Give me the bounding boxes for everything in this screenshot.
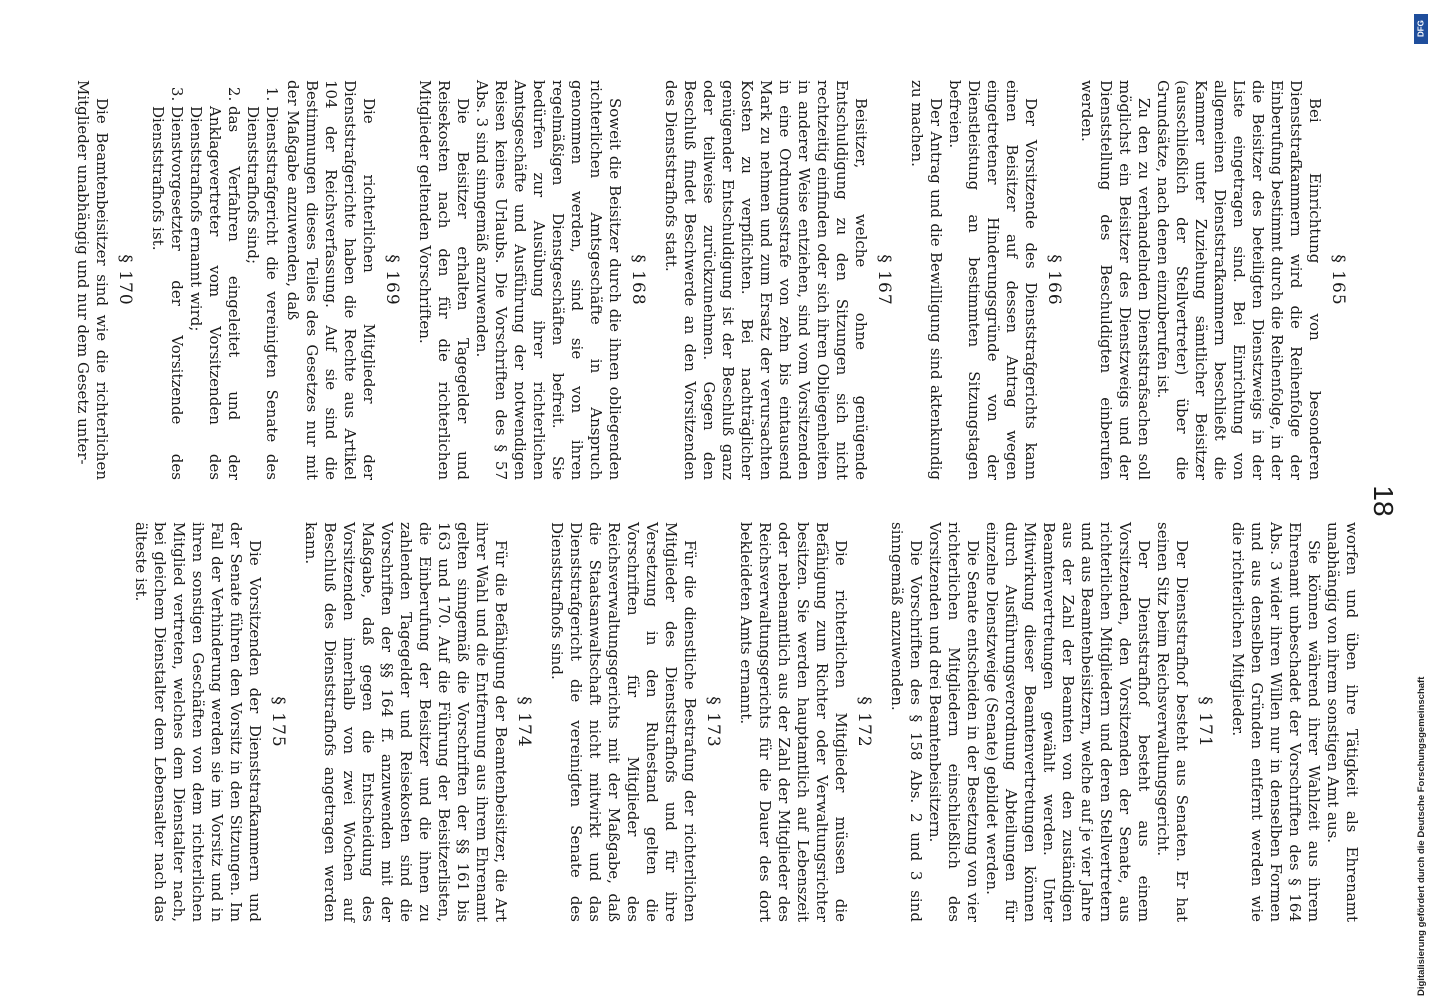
section-170-continuation: worfen und üben ihre Tätigkeit als Ehrenamt unabhängig von ihrem sonstigen Amt aus. [1324,522,1361,922]
section-169-item-1: 1. Dienststrafgericht die vereinigten Senate des Dienststrafhofs sind; [243,106,281,480]
section-169-item-3: 3. Dienstvorgesetzter der Vorsitzende des Dienststrafhofs ist. [148,106,186,480]
section-166-heading: § 166 [1044,254,1064,306]
section-167-heading: § 167 [874,254,894,306]
section-168-paragraph-2: Die Beisitzer erhalten Tagegelder und Reisekosten nach den für die richterlichen Mitglieder geltenden Vorschriften. [416,80,472,480]
section-165-heading: § 165 [1328,254,1348,306]
section-166-paragraph-1: Der Vorsitzende des Dienststrafgerichts kann einen Beisitzer auf dessen Antrag wegen eingetretener Hinderungsgründe von der Dienstleistung an bestimmten Sitzungstagen befreien. [946,80,1040,480]
section-170-paragraph-2: Sie können während ihrer Wahlzeit aus ihrem Ehrenamt unbeschadet der Vorschriften des § 164 Abs. 3 wider ihren Willen nur in denselben Formen und aus denselben Gründen entfernt werden wie die richterlichen Mitglieder. [1229,522,1323,922]
section-171-paragraph-2: Der Dienststrafhof besteht aus einem Vorsitzenden, den Vorsitzenden der Senate, aus richterlichen Mitgliedern und deren Stellvertretern und aus Beamtenbeisitzern, welche auf je vier Jahre aus der Zahl der Beamten von den zuständigen Beamtenvertretungen gewählt werden. Unter Mitwirkung dieser Beamtenvertretungen können durch Ausführungsverordnung Abteilungen für einzelne Dienstzweige (Senate) gebildet werden. [983,522,1153,922]
page-number: 18 [1368,485,1399,517]
credit-text: Digitalisierung gefördert durch die Deutsche Forschungsgemeinschaft [1416,676,1427,996]
dfg-logo: DFG [1414,14,1428,44]
rotated-page-content [27,0,1407,1000]
section-168-heading: § 168 [628,254,648,306]
right-column [73,522,1361,922]
section-175-heading: § 175 [268,696,288,748]
left-column [73,80,1361,480]
section-175-paragraph-1: Die Vorsitzenden der Dienststrafkammern und der Senate führen den Vorsitz in den Sitzungen. Im Fall der Verhinderung werden sie im Vorsitz und in ihren sonstigen Geschäften von dem richterlichen Mitglied vertreten, welches dem Dienstalter nach, bei gleichem Dienstalter dem Lebensalter nach das älteste ist. [132,522,264,922]
section-168-paragraph-1: Soweit die Beisitzer durch die ihnen obliegenden richterlichen Amtsgeschäfte in Anspruch genommen werden, sind sie von ihren regelmäßigen Dienstgeschäften befreit. Sie bedürfen zur Ausübung ihrer richterlichen Amtsgeschäfte und Ausführung der notwendigen Reisen keines Urlaubs. Die Vorschriften des § 57 Abs. 3 sind sinngemäß anzuwenden. [473,80,624,480]
section-167-paragraph-1: Beisitzer, welche ohne genügende Entschuldigung zu den Sitzungen sich nicht rechtzeitig einfinden oder sich ihren Obliegenheiten in anderer Weise entziehen, sind vom Vorsitzenden in eine Ordnungsstrafe von zehn bis eintausend Mark zu nehmen und zum Ersatz der verursachten Kosten zu verpflichten. Bei nachträglicher genügender Entschuldigung ist der Beschluß ganz oder teilweise zurückzunehmen. Gegen den Beschluß findet Beschwerde an den Vorsitzenden des Dienststrafhofs statt. [662,80,870,480]
section-165-paragraph-1: Bei Einrichtung von besonderen Dienststrafkammern wird die Reihenfolge der Einberufung bestimmt durch die Reihenfolge, in der die Beisitzer des beteiligten Dienstzweigs in der Liste eingetragen sind. Bei Einrichtung von allgemeinen Dienststrafkammern beschließt die Kammer unter Zuziehung sämtlicher Beisitzer (ausschließlich der Stellvertreter) über die Grundsätze, nach denen einzuberufen ist. [1154,80,1324,480]
digitization-credit [1412,6,1430,996]
text-columns [73,80,1361,922]
section-171-paragraph-4: Die Vorschriften des § 158 Abs. 2 und 3 sind sinngemäß anzuwenden. [888,522,925,922]
section-173-paragraph-1: Für die dienstliche Bestrafung der richterlichen Mitglieder des Dienststrafhofs und für ihre Versetzung in den Ruhestand gelten die Vorschriften für Mitglieder des Reichsverwaltungsgerichts mit der Maßgabe, daß die Staatsanwaltschaft nicht mitwirkt und das Dienststrafgericht die vereinigten Senate des Dienststrafhofs sind. [548,522,699,922]
section-169-item-2: 2. das Verfahren eingeleitet und der Anklagevertreter vom Vorsitzenden des Dienststrafhofs ernannt wird; [186,106,243,480]
section-166-paragraph-2: Der Antrag und die Bewilligung sind aktenkundig zu machen. [908,80,945,480]
section-174-heading: § 174 [514,696,534,748]
section-165-paragraph-2: Zu den zu verhandelnden Dienststrafsachen soll möglichst ein Beisitzer des Dienstzweigs und der Dienststellung des Beschuldigten einberufen werden. [1078,80,1153,480]
section-174-paragraph-1: Für die Befähigung der Beamtenbeisitzer, die Art ihrer Wahl und die Entfernung aus ihrem Ehrenamt gelten sinngemäß die Vorschriften der §§ 161 bis 163 und 170. Auf die Führung der Beisitzerlisten, die Einberufung der Beisitzer und die ihnen zu zahlenden Tagegelder und Reisekosten sind die Vorschriften der §§ 164 ff. anzuwenden mit der Maßgabe, daß gegen die Entscheidung des Vorsitzenden innerhalb von zwei Wochen auf Beschluß des Dienststrafhofs angetragen werden kann. [302,522,510,922]
section-169-heading: § 169 [382,254,402,306]
section-170-heading: § 170 [115,254,135,306]
section-173-heading: § 173 [703,696,723,748]
section-172-heading: § 172 [854,696,874,748]
section-171-paragraph-3: Die Senate entscheiden in der Besetzung von vier richterlichen Mitgliedern einschließlich des Vorsitzenden und drei Beamtenbeisitzern. [926,522,982,922]
section-172-paragraph-1: Die richterlichen Mitglieder müssen die Befähigung zum Richter oder Verwaltungsrichter besitzen. Sie werden hauptamtlich auf Lebenszeit oder nebenamtlich aus der Zahl der Mitglieder des Reichsverwaltungsgerichts für die Dauer des dort bekleideten Amts ernannt. [737,522,850,922]
section-170-paragraph-1: Die Beamtenbeisitzer sind wie die richterlichen Mitglieder unabhängig und nur dem Gesetz unter- [74,80,111,480]
section-169-list [148,80,281,480]
section-171-heading: § 171 [1195,696,1215,748]
section-171-paragraph-1: Der Dienststrafhof besteht aus Senaten. Er hat seinen Sitz beim Reichsverwaltungsgericht. [1154,522,1191,922]
section-169-paragraph-1: Die richterlichen Mitglieder der Dienststrafgerichte haben die Rechte aus Artikel 104 der Reichsverfassung. Auf sie sind die Bestimmungen dieses Teiles des Gesetzes nur mit der Maßgabe anzuwenden, daß [284,80,378,480]
